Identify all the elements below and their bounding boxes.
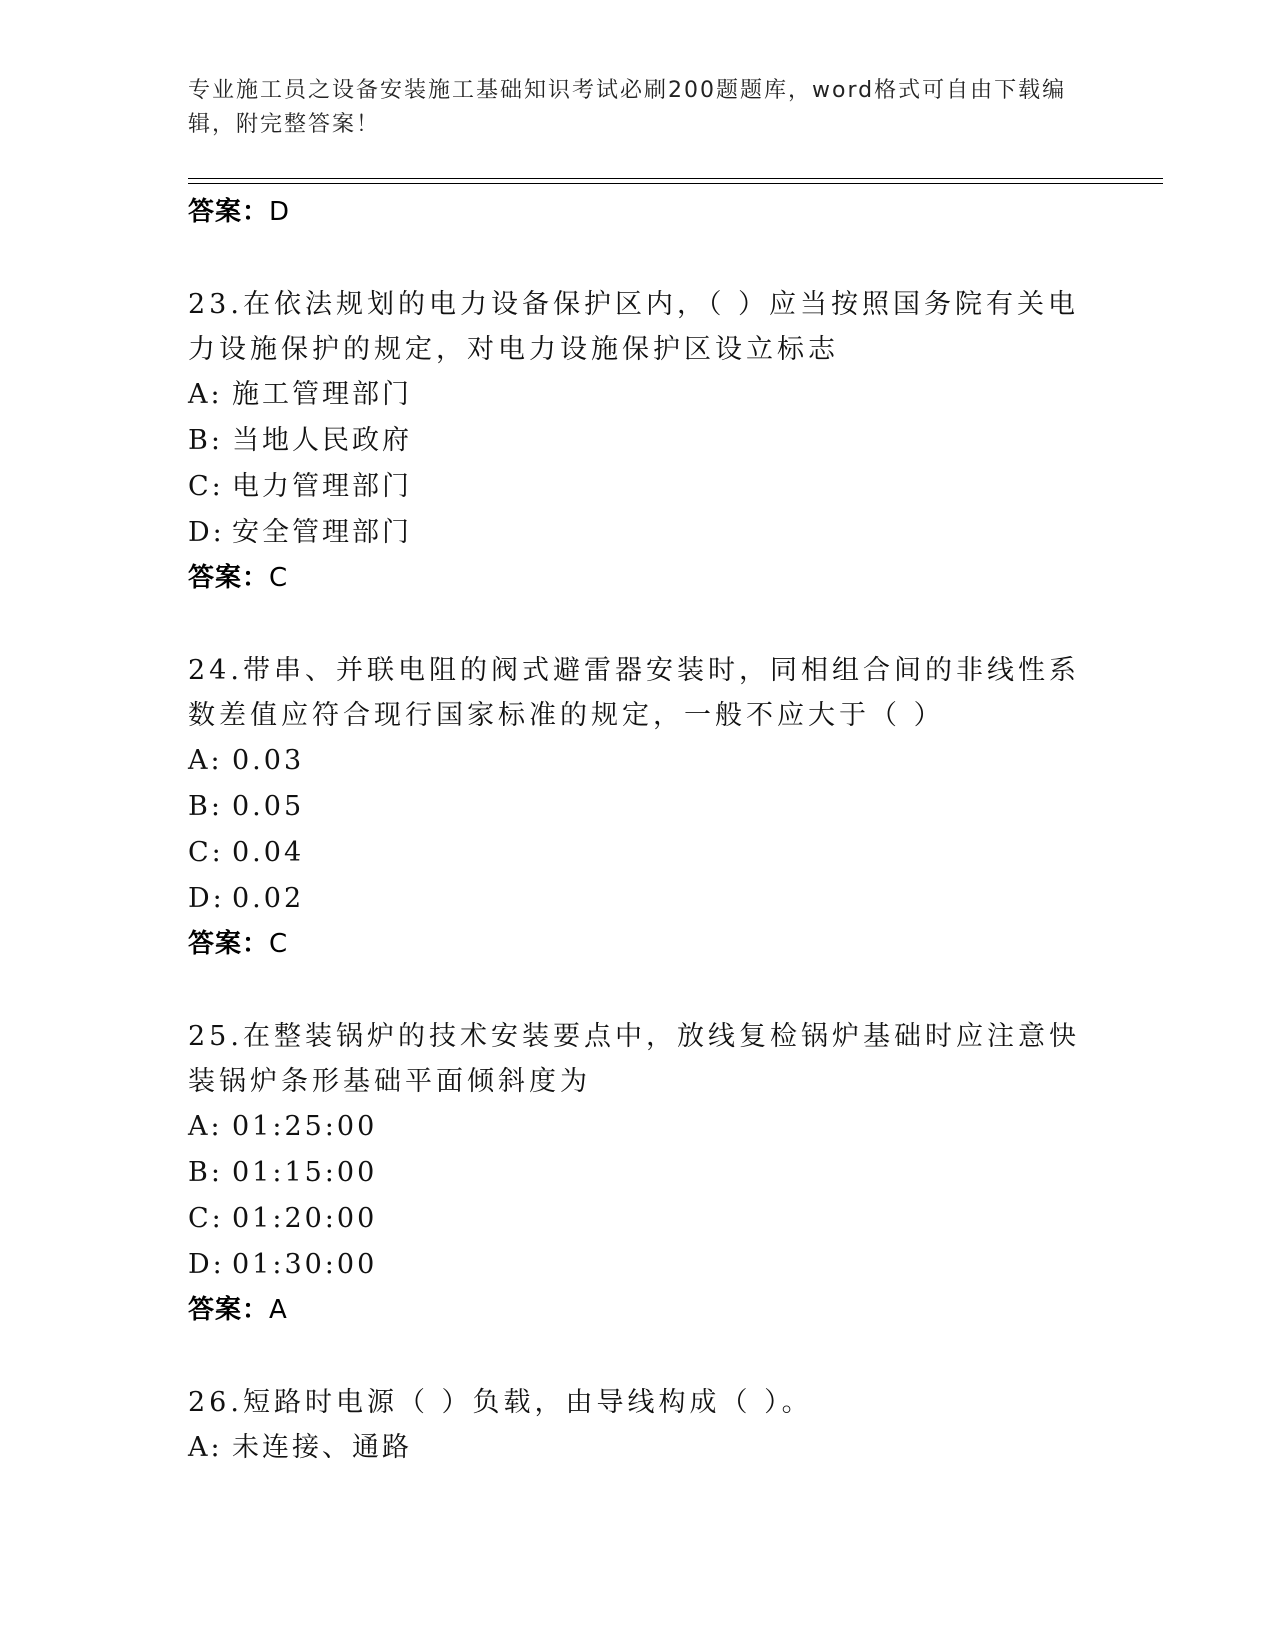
answer-label: 答案： <box>188 1295 270 1325</box>
option-text: 01:25:00 <box>232 1111 378 1142</box>
option-text: 当地人民政府 <box>232 425 412 456</box>
option-c <box>188 830 1088 876</box>
option-key: B: <box>188 1157 223 1188</box>
option-a <box>188 1425 1088 1471</box>
option-text: 0.05 <box>232 791 305 822</box>
option-text: 01:20:00 <box>232 1203 378 1234</box>
option-key: D: <box>188 1249 225 1280</box>
question-answer <box>188 556 1088 600</box>
question-answer <box>188 1288 1088 1332</box>
option-a <box>188 738 1088 784</box>
option-a <box>188 1104 1088 1150</box>
answer-label: 答案： <box>188 197 270 227</box>
option-text: 01:30:00 <box>232 1249 378 1280</box>
option-text: 0.04 <box>232 837 305 868</box>
option-b <box>188 418 1088 464</box>
option-text: 施工管理部门 <box>232 379 412 410</box>
option-key: D: <box>188 883 225 914</box>
previous-answer <box>188 190 1088 234</box>
option-key: C: <box>188 471 224 502</box>
answer-label: 答案： <box>188 563 270 593</box>
option-c <box>188 464 1088 510</box>
question-block <box>188 648 1088 966</box>
option-a <box>188 372 1088 418</box>
option-key: A: <box>188 379 223 410</box>
option-key: A: <box>188 1432 223 1463</box>
option-d <box>188 1242 1088 1288</box>
header-rule-top <box>188 178 1163 179</box>
question-text: 26.短路时电源（ ）负载，由导线构成（ ）。 <box>188 1387 813 1418</box>
option-key: C: <box>188 837 224 868</box>
document-body <box>188 190 1088 1471</box>
option-text: 电力管理部门 <box>232 471 412 502</box>
option-key: C: <box>188 1203 224 1234</box>
option-b <box>188 1150 1088 1196</box>
question-block <box>188 1380 1088 1471</box>
option-key: A: <box>188 745 223 776</box>
question-block <box>188 282 1088 600</box>
option-text: 安全管理部门 <box>232 517 412 548</box>
option-c <box>188 1196 1088 1242</box>
question-text: 25.在整装锅炉的技术安装要点中，放线复检锅炉基础时应注意快装锅炉条形基础平面倾斜度为 <box>188 1021 1080 1097</box>
question-text: 23.在依法规划的电力设备保护区内，（ ）应当按照国务院有关电力设施保护的规定，对电力设施保护区设立标志 <box>188 289 1080 365</box>
option-text: 01:15:00 <box>232 1157 378 1188</box>
option-text: 0.02 <box>232 883 305 914</box>
answer-value: C <box>269 563 289 593</box>
option-key: B: <box>188 425 223 456</box>
answer-value: D <box>269 197 291 227</box>
option-text: 未连接、通路 <box>232 1432 412 1463</box>
question-block <box>188 1014 1088 1332</box>
option-b <box>188 784 1088 830</box>
question-answer <box>188 922 1088 966</box>
option-key: D: <box>188 517 225 548</box>
document-header <box>188 74 1088 142</box>
question-text: 24.带串、并联电阻的阀式避雷器安装时，同相组合间的非线性系数差值应符合现行国家标准的规定，一般不应大于（ ） <box>188 655 1080 731</box>
answer-value: C <box>269 929 289 959</box>
option-key: B: <box>188 791 223 822</box>
answer-value: A <box>269 1295 288 1325</box>
option-text: 0.03 <box>232 745 305 776</box>
answer-label: 答案： <box>188 929 270 959</box>
document-title: 专业施工员之设备安装施工基础知识考试必刷200题题库，word格式可自由下载编辑，附完整答案！ <box>188 78 1067 137</box>
option-d <box>188 876 1088 922</box>
option-key: A: <box>188 1111 223 1142</box>
option-d <box>188 510 1088 556</box>
header-rule-bottom <box>188 183 1163 184</box>
